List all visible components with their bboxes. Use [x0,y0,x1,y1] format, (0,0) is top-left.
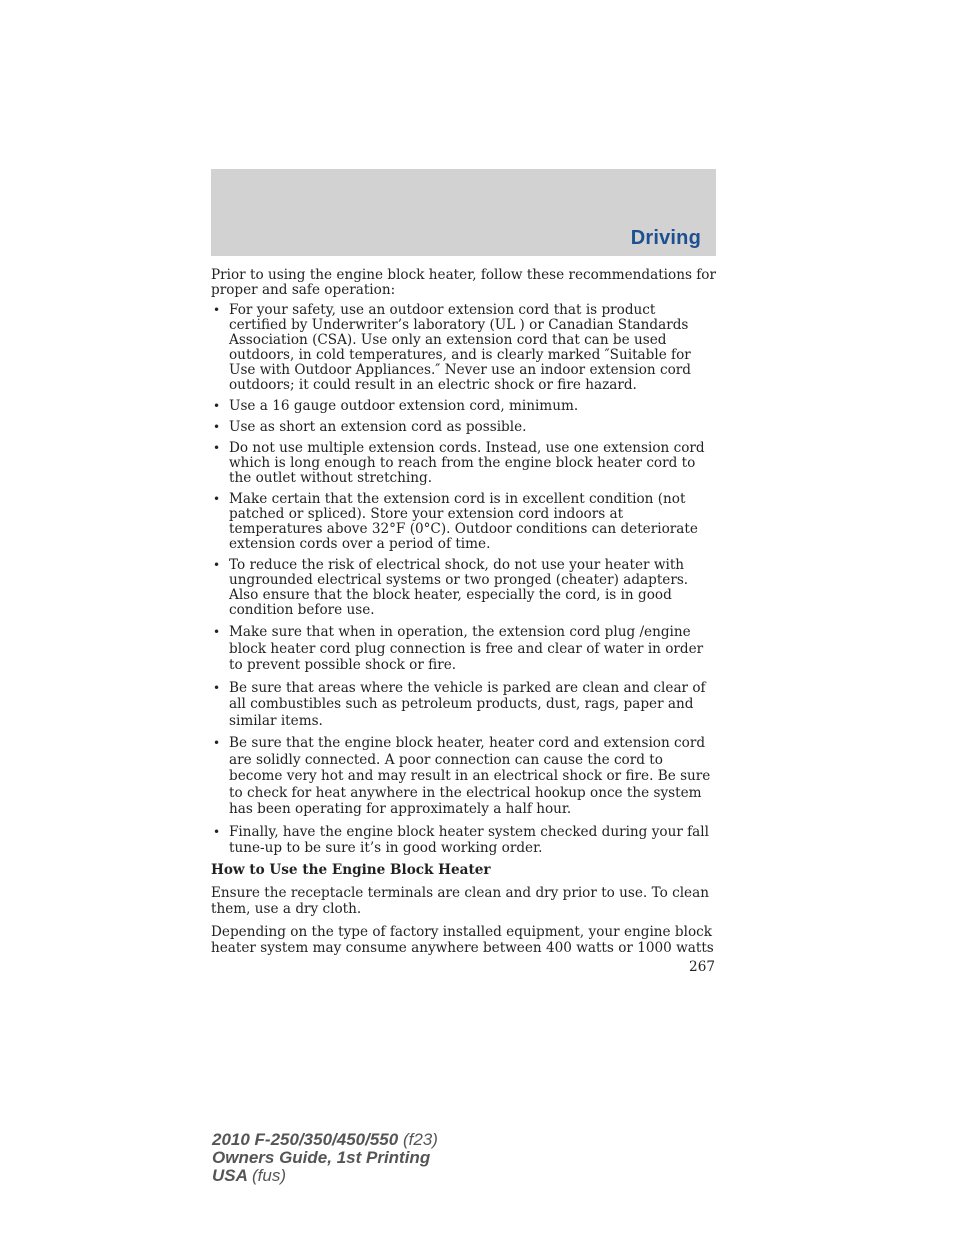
list-item-text: To reduce the risk of electrical shock, do not use your heater with ungrounded electrical systems or two pronged (cheater) adapters. Also ensure that the block heater, especially the cord, is in good condition before use. [229,557,689,618]
list-item-text: Finally, have the engine block heater system checked during your fall tune-up to be sure it’s in good working order. [229,823,709,856]
body-paragraph: Depending on the type of factory installed equipment, your engine block heater system may consume anywhere between 400 watts or 1000 watts [211,923,714,956]
list-item-text: Use as short an extension cord as possible. [229,419,527,435]
list-item [211,441,717,486]
bullet-icon: • [213,558,221,572]
list-item [211,303,717,393]
list-item-text: Make certain that the extension cord is in excellent condition (not patched or spliced). Store your extension cord indoors at temperatures above 32°F (0°C). Outdoor conditions can deteriorate extension cords over a period of time. [229,491,698,552]
list-item-text: Be sure that the engine block heater, heater cord and extension cord are solidly connected. A poor connection can cause the cord to become very hot and may result in an electrical shock or fire. Be sure to check for heat anywhere in the electrical hookup once the system has been operating for approximately a half hour. [229,735,711,817]
list-item [211,399,717,414]
list-item [211,824,717,857]
list-item-text: For your safety, use an outdoor extension cord that is product certified by Underwriter’s laboratory (UL ) or Canadian Standards Association (CSA). Use only an extension cord that can be used outdoors, in cold temperatures, and is clearly marked ″Suitable for Use with Outdoor Appliances.″ Never use an indoor extension cord outdoors; it could result in an electric shock or fire hazard. [229,302,692,393]
footer-market-code: (fus) [252,1166,286,1185]
page-number: 267 [689,959,715,975]
list-item-text: Make sure that when in operation, the extension cord plug /engine block heater cord plug connection is free and clear of water in order to prevent possible shock or fire. [229,624,704,673]
body-paragraph: Ensure the receptacle terminals are clean and dry prior to use. To clean them, use a dry cloth. [211,884,709,917]
list-item [211,492,717,552]
document-footer [212,1131,438,1185]
section-title: Driving [630,227,701,249]
section-subheading: How to Use the Engine Block Heater [211,861,491,878]
bullet-icon: • [213,420,221,434]
list-item-text: Do not use multiple extension cords. Instead, use one extension cord which is long enough to reach from the engine block heater cord to the outlet without stretching. [229,440,705,486]
bullet-icon: • [213,492,221,506]
list-item [211,420,717,435]
bullet-icon: • [213,736,221,750]
footer-market: USA [212,1166,248,1185]
intro-paragraph: Prior to using the engine block heater, follow these recommendations for proper and safe operation: [211,267,716,298]
bullet-icon: • [213,824,221,839]
bullet-icon: • [213,680,221,695]
list-item [211,624,717,674]
footer-printing: Owners Guide, 1st Printing [212,1148,431,1167]
list-item-text: Be sure that areas where the vehicle is parked are clean and clear of all combustibles such as petroleum products, dust, rags, paper and similar items. [229,679,706,729]
list-item [211,558,717,618]
bullet-icon: • [213,625,221,639]
page-content [211,268,717,963]
list-item [211,680,717,730]
bullet-icon: • [213,399,221,413]
bullet-icon: • [213,303,221,317]
list-item-text: Use a 16 gauge outdoor extension cord, minimum. [229,398,579,414]
list-item [211,735,717,818]
recommendations-list [211,303,717,857]
bullet-icon: • [213,441,221,455]
footer-model-code: (f23) [402,1130,438,1149]
section-header-band [211,169,716,256]
footer-model: 2010 F-250/350/450/550 [212,1130,399,1149]
